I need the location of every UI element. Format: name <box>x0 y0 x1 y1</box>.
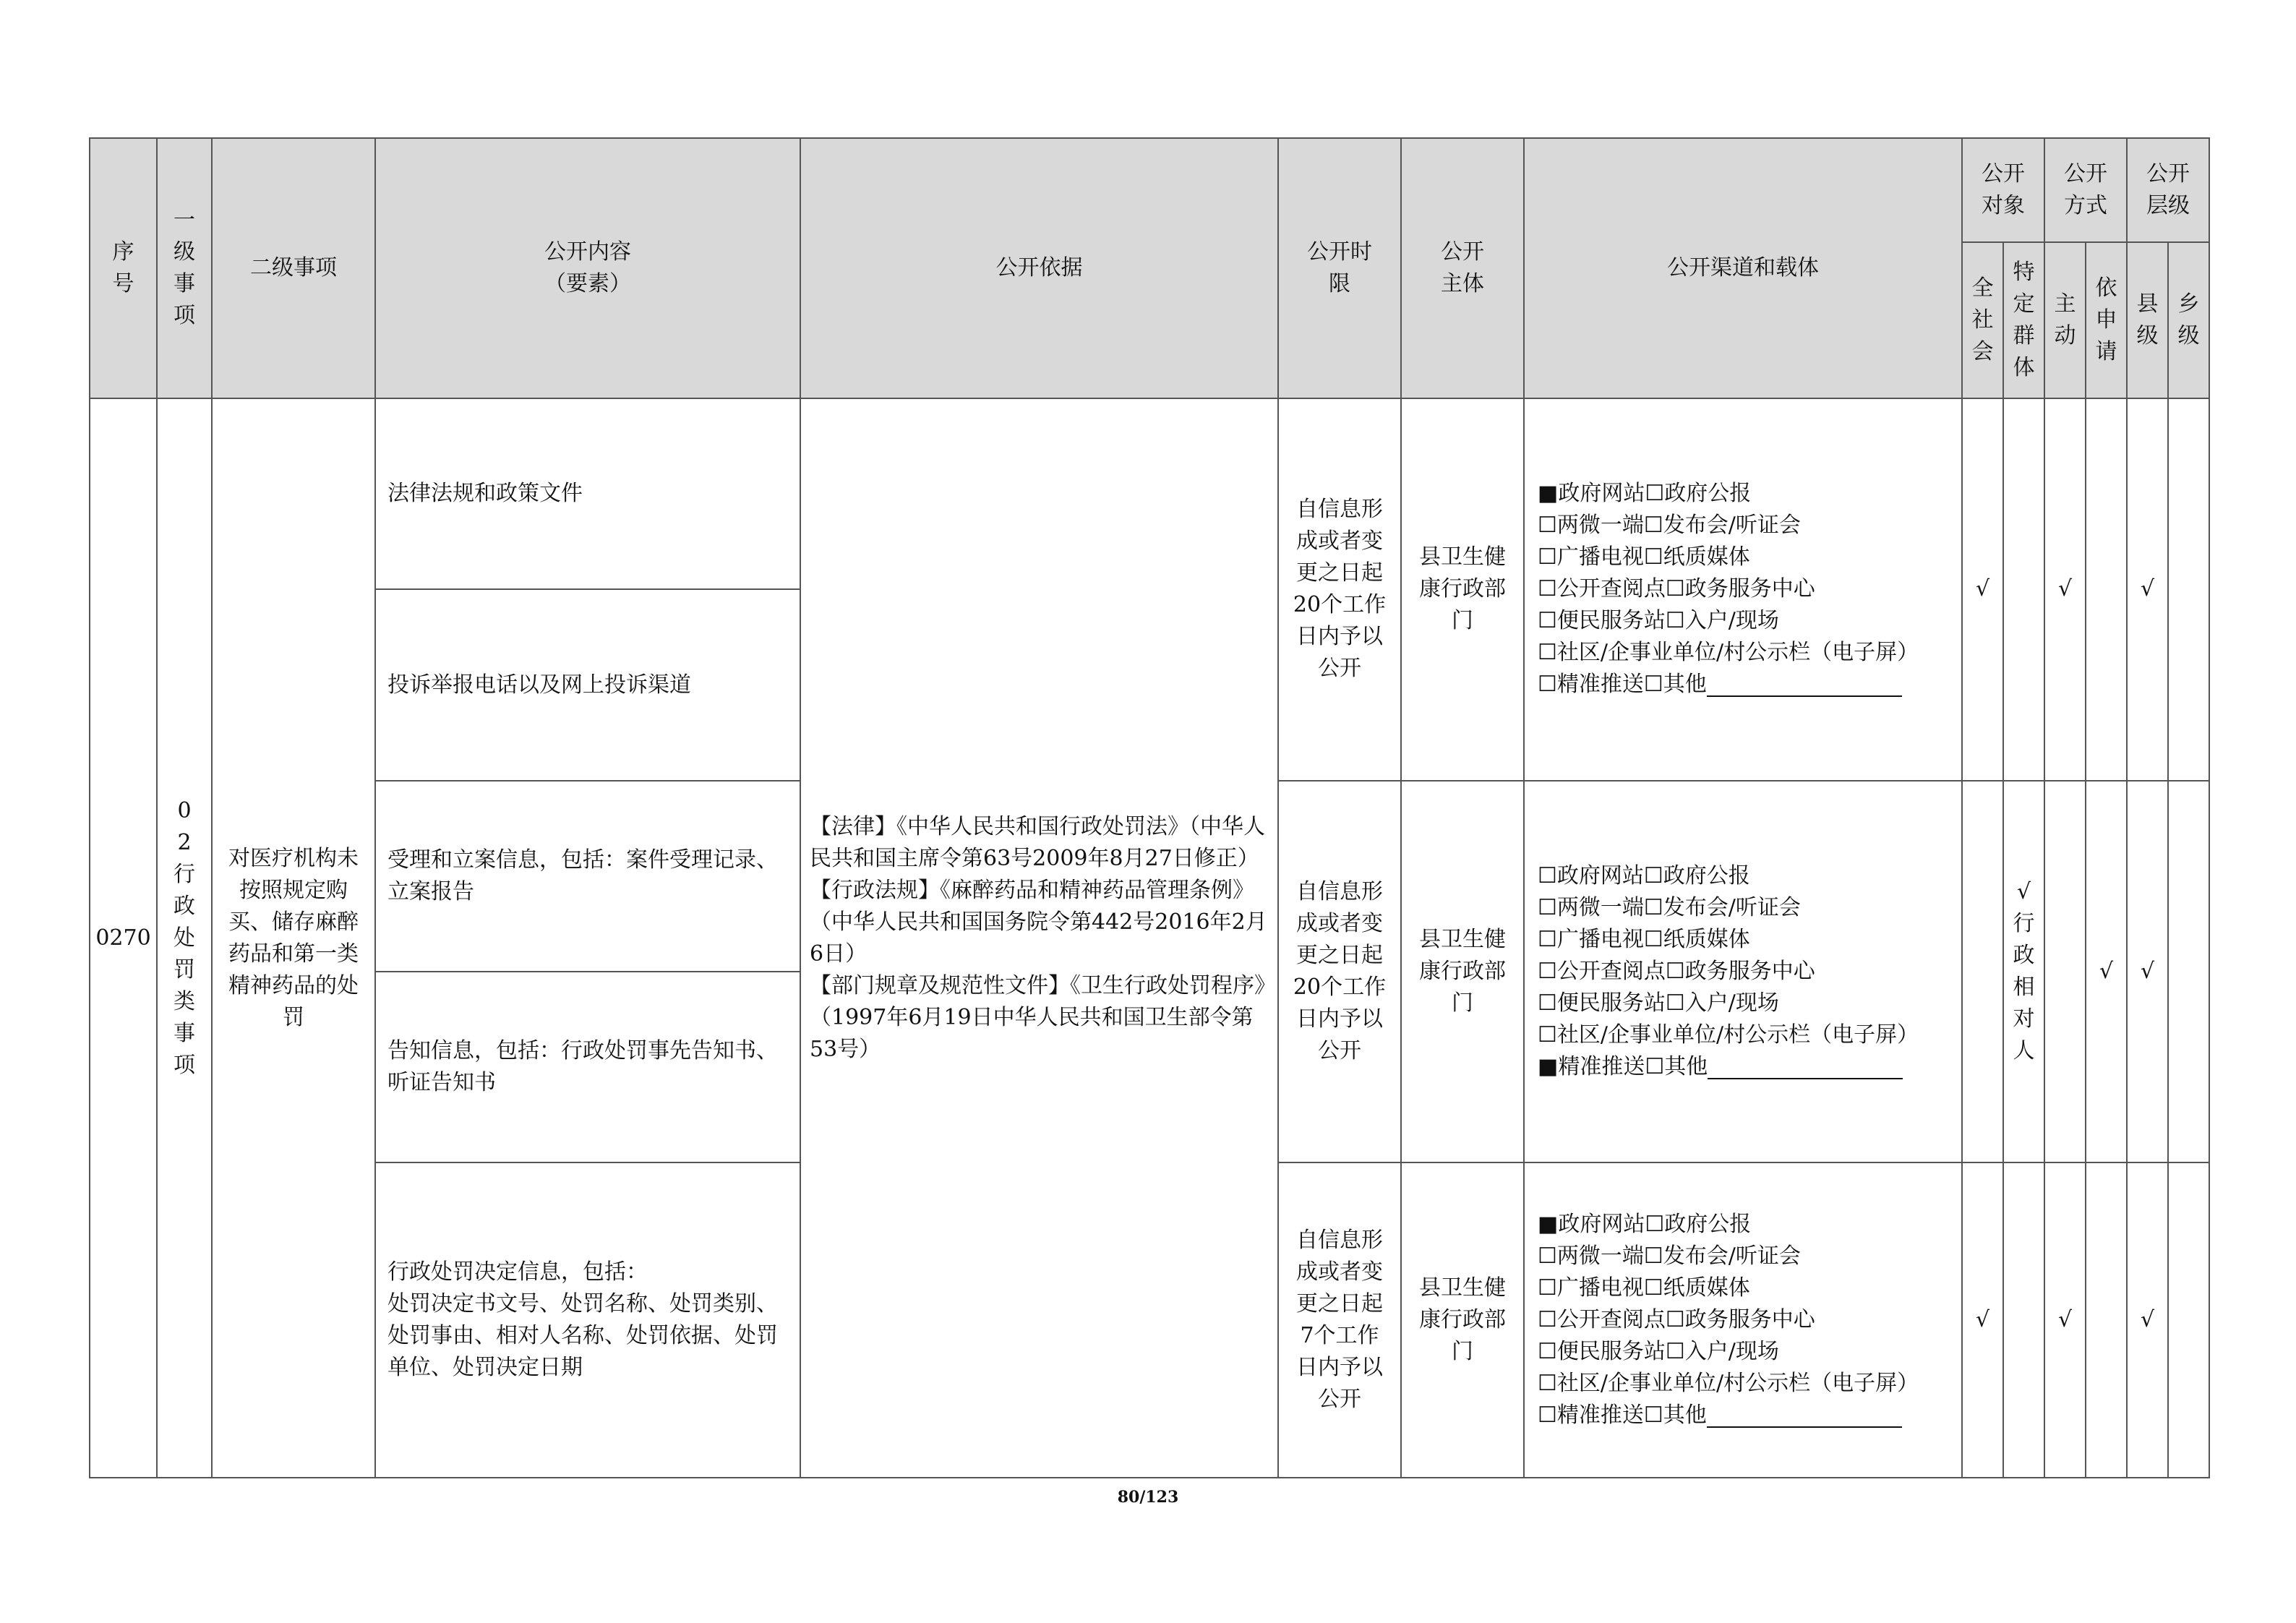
header-method: 公开方式 <box>2044 138 2127 242</box>
check-method-apply: √ <box>2086 781 2127 1163</box>
header-seq: 序号 <box>90 138 157 398</box>
page-number: 80/123 <box>1117 1488 1179 1507</box>
check-level-county: √ <box>2127 398 2168 781</box>
header-target: 公开对象 <box>1962 138 2044 242</box>
check-level-county: √ <box>2127 781 2168 1163</box>
channel-list: ☐政府网站☐政府公报 ☐两微一端☐发布会/听证会 ☐广播电视☐纸质媒体 ☐公开查阅点☐政务服务中心 ☐便民服务站☐入户/现场 ☐社区/企事业单位/村公示栏（电子屏） ■精准推送☐其他 <box>1524 781 1962 1163</box>
header-level1: 一级事项 <box>157 138 212 398</box>
subject: 县卫生健康行政部门 <box>1401 398 1524 781</box>
header-basis: 公开依据 <box>800 138 1278 398</box>
check-method-apply <box>2086 398 2127 781</box>
check-target-all: √ <box>1962 1162 2003 1478</box>
check-method-active <box>2044 781 2086 1163</box>
header-method-active: 主动 <box>2044 242 2086 398</box>
time-limit: 自信息形成或者变更之日起20个工作日内予以公开 <box>1278 781 1401 1163</box>
row-level1: 02行政处罚类事项 <box>157 398 212 1478</box>
content-item: 受理和立案信息，包括：案件受理记录、立案报告 <box>375 781 800 972</box>
header-subject: 公开主体 <box>1401 138 1524 398</box>
check-target-specific: √行政相对人 <box>2003 781 2044 1163</box>
header-level: 公开层级 <box>2127 138 2209 242</box>
header-level-county: 县级 <box>2127 242 2168 398</box>
header-target-specific: 特定群体 <box>2003 242 2044 398</box>
blank-line <box>1708 1056 1903 1079</box>
disclosure-table <box>89 137 2210 1478</box>
check-level-county: √ <box>2127 1162 2168 1478</box>
row-level2: 对医疗机构未按照规定购买、储存麻醉药品和第一类精神药品的处罚 <box>212 398 375 1478</box>
header-level-township: 乡级 <box>2168 242 2209 398</box>
check-method-active: √ <box>2044 398 2086 781</box>
check-target-all: √ <box>1962 398 2003 781</box>
check-target-all <box>1962 781 2003 1163</box>
header-level2: 二级事项 <box>212 138 375 398</box>
header-channel: 公开渠道和载体 <box>1524 138 1962 398</box>
row-basis: 【法律】《中华人民共和国行政处罚法》（中华人民共和国主席令第63号2009年8月27日修正） 【行政法规】《麻醉药品和精神药品管理条例》（中华人民共和国国务院令第442号2016年2月6日） 【部门规章及规范性文件】《卫生行政处罚程序》（1997年6月19日中华人民共和国卫生部令第53号） <box>800 398 1278 1478</box>
header-content: 公开内容 （要素） <box>375 138 800 398</box>
check-level-township <box>2168 398 2209 781</box>
header-method-apply: 依申请 <box>2086 242 2127 398</box>
blank-line <box>1707 674 1902 697</box>
header-time-limit: 公开时限 <box>1278 138 1401 398</box>
channel-list: ■政府网站☐政府公报 ☐两微一端☐发布会/听证会 ☐广播电视☐纸质媒体 ☐公开查阅点☐政务服务中心 ☐便民服务站☐入户/现场 ☐社区/企事业单位/村公示栏（电子屏） ☐精准推送☐其他 <box>1524 1162 1962 1478</box>
channel-list: ■政府网站☐政府公报 ☐两微一端☐发布会/听证会 ☐广播电视☐纸质媒体 ☐公开查阅点☐政务服务中心 ☐便民服务站☐入户/现场 ☐社区/企事业单位/村公示栏（电子屏） ☐精准推送☐其他 <box>1524 398 1962 781</box>
content-item: 行政处罚决定信息，包括： 处罚决定书文号、处罚名称、处罚类别、处罚事由、相对人名称、处罚依据、处罚单位、处罚决定日期 <box>375 1162 800 1478</box>
content-item: 告知信息，包括：行政处罚事先告知书、听证告知书 <box>375 972 800 1162</box>
content-item: 投诉举报电话以及网上投诉渠道 <box>375 589 800 780</box>
check-target-specific <box>2003 398 2044 781</box>
content-item: 法律法规和政策文件 <box>375 398 800 589</box>
subject: 县卫生健康行政部门 <box>1401 781 1524 1163</box>
check-target-specific <box>2003 1162 2044 1478</box>
check-method-apply <box>2086 1162 2127 1478</box>
header-target-all: 全社会 <box>1962 242 2003 398</box>
blank-line <box>1707 1405 1902 1428</box>
check-level-township <box>2168 781 2209 1163</box>
check-level-township <box>2168 1162 2209 1478</box>
time-limit: 自信息形成或者变更之日起7个工作日内予以公开 <box>1278 1162 1401 1478</box>
row-seq: 0270 <box>90 398 157 1478</box>
check-method-active: √ <box>2044 1162 2086 1478</box>
time-limit: 自信息形成或者变更之日起20个工作日内予以公开 <box>1278 398 1401 781</box>
subject: 县卫生健康行政部门 <box>1401 1162 1524 1478</box>
